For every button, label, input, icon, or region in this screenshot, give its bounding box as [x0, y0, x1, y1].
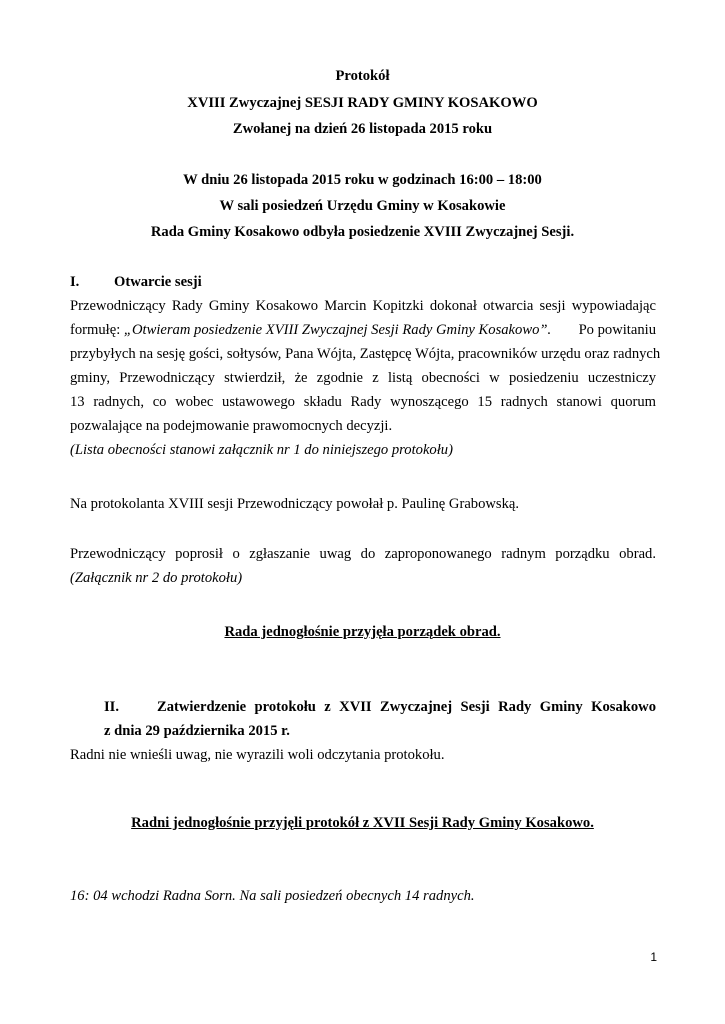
recorder-appointment: Na protokolanta XVIII sesji Przewodniczący powołał p. Paulinę Grabowską.	[70, 496, 520, 512]
document-subtitle: XVIII Zwyczajnej SESJI RADY GMINY KOSAKOWO	[187, 95, 538, 111]
section-1-para-line-1: Przewodniczący Rady Gminy Kosakowo Marcin Kopitzki dokonał otwarcia sesji wypowiadając	[70, 298, 656, 314]
councillor-arrival-note: 16: 04 wchodzi Radna Sorn. Na sali posiedzeń obecnych 14 radnych.	[70, 888, 475, 904]
section-1-para-line-6: pozwalające na podejmowanie prawomocnych decyzji.	[70, 418, 393, 434]
protocol-resolution: Radni jednogłośnie przyjęli protokół z XVII Sesji Rady Gminy Kosakowo.	[131, 815, 594, 831]
formula-prefix: formułę:	[70, 322, 124, 338]
section-1-para-line-3: przybyłych na sesję gości, sołtysów, Pana Wójta, Zastępcę Wójta, pracowników urzędu oraz radnych	[70, 346, 661, 362]
section-2-title-line-1: Zatwierdzenie protokołu z XVII Zwyczajnej Sesji Rady Gminy Kosakowo	[157, 699, 656, 715]
opening-formula-quote: „Otwieram posiedzenie XVIII Zwyczajnej Sesji Rady Gminy Kosakowo”.	[123, 322, 552, 338]
section-1-number: I.	[70, 274, 80, 290]
document-date-line: Zwołanej na dzień 26 listopada 2015 roku	[232, 121, 493, 137]
section-2-text: Radni nie wnieśli uwag, nie wyrazili woli odczytania protokołu.	[70, 747, 445, 763]
agenda-resolution: Rada jednogłośnie przyjęła porządek obrad.	[224, 624, 501, 640]
section-1-para-line-4: gminy, Przewodniczący stwierdził, że zgodnie z listą obecności w posiedzeniu uczestniczy	[70, 370, 656, 386]
intro-line-1: W dniu 26 listopada 2015 roku w godzinach 16:00 – 18:00	[183, 172, 542, 188]
page-number: 1	[650, 950, 657, 964]
intro-line-3: Rada Gminy Kosakowo odbyła posiedzenie XVIII Zwyczajnej Sesji.	[150, 224, 575, 240]
section-1-para-line-2-end: Po powitaniu	[578, 322, 656, 338]
agenda-request: Przewodniczący poprosił o zgłaszanie uwag do zaproponowanego radnym porządku obrad.	[70, 546, 656, 562]
document-title: Protokół	[335, 68, 390, 84]
section-2-number: II.	[104, 699, 120, 715]
section-1-para-line-2	[70, 322, 656, 339]
section-1-para-line-5: 13 radnych, co wobec ustawowego składu Rady wynoszącego 15 radnych stanowi quorum	[70, 394, 656, 410]
intro-line-2: W sali posiedzeń Urzędu Gminy w Kosakowie	[219, 198, 506, 214]
section-2-title-line-2: z dnia 29 października 2015 r.	[104, 723, 290, 739]
attendance-note: (Lista obecności stanowi załącznik nr 1 do niniejszego protokołu)	[70, 442, 453, 458]
agenda-attachment-note: (Załącznik nr 2 do protokołu)	[70, 570, 243, 586]
section-1-title: Otwarcie sesji	[114, 274, 202, 290]
